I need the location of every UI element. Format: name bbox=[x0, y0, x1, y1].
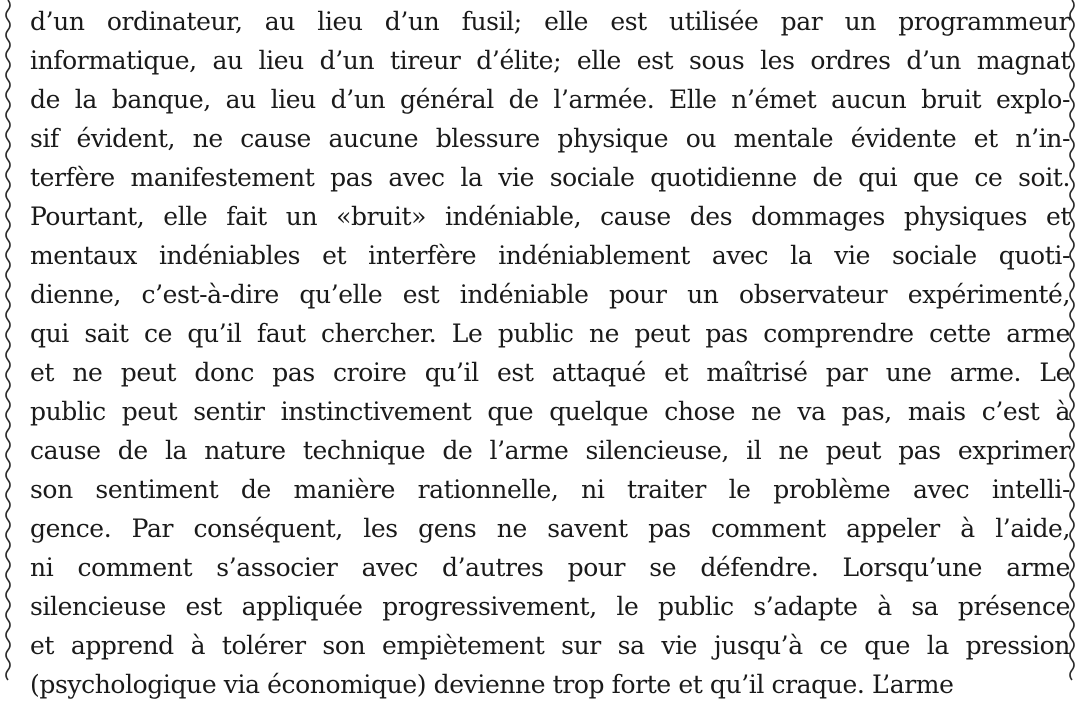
text-line-15: ni comment s’associer avec d’autres pour se défendre. Lorsqu’une arme bbox=[30, 553, 1070, 582]
text-line-8: dienne, c’est-à-dire qu’elle est indéniable pour un observateur expérimenté, bbox=[30, 280, 1070, 309]
text-line-11: public peut sentir instinctivement que quelque chose ne va pas, mais c’est à bbox=[30, 397, 1070, 426]
text-line-18: (psychologique via économique) devienne trop forte et qu’il craque. L’arme bbox=[30, 670, 954, 699]
paragraph-text bbox=[30, 2, 1070, 704]
right-wavy-edge bbox=[1070, 0, 1074, 680]
left-wavy-edge bbox=[6, 0, 10, 680]
text-line-4: sif évident, ne cause aucune blessure physique ou mentale évidente et n’in- bbox=[30, 124, 1070, 153]
text-line-10: et ne peut donc pas croire qu’il est attaqué et maîtrisé par une arme. Le bbox=[30, 358, 1070, 387]
text-line-1: d’un ordinateur, au lieu d’un fusil; elle est utilisée par un programmeur bbox=[30, 7, 1070, 36]
text-line-14: gence. Par conséquent, les gens ne savent pas comment appeler à l’aide, bbox=[30, 514, 1070, 543]
text-line-17: et apprend à tolérer son empiètement sur sa vie jusqu’à ce que la pression bbox=[30, 631, 1070, 660]
text-line-6: Pourtant, elle fait un «bruit» indéniable, cause des dommages physiques et bbox=[30, 202, 1070, 231]
text-line-2: informatique, au lieu d’un tireur d’élite; elle est sous les ordres d’un magnat bbox=[30, 46, 1070, 75]
text-line-13: son sentiment de manière rationnelle, ni traiter le problème avec intelli- bbox=[30, 475, 1070, 504]
text-line-9: qui sait ce qu’il faut chercher. Le public ne peut pas comprendre cette arme bbox=[30, 319, 1070, 348]
text-line-16: silencieuse est appliquée progressivement, le public s’adapte à sa présence bbox=[30, 592, 1070, 621]
text-line-3: de la banque, au lieu d’un général de l’armée. Elle n’émet aucun bruit explo- bbox=[30, 85, 1070, 114]
text-line-12: cause de la nature technique de l’arme silencieuse, il ne peut pas exprimer bbox=[30, 436, 1070, 465]
text-line-5: terfère manifestement pas avec la vie sociale quotidienne de qui que ce soit. bbox=[30, 163, 1070, 192]
text-line-7: mentaux indéniables et interfère indéniablement avec la vie sociale quoti- bbox=[30, 241, 1070, 270]
